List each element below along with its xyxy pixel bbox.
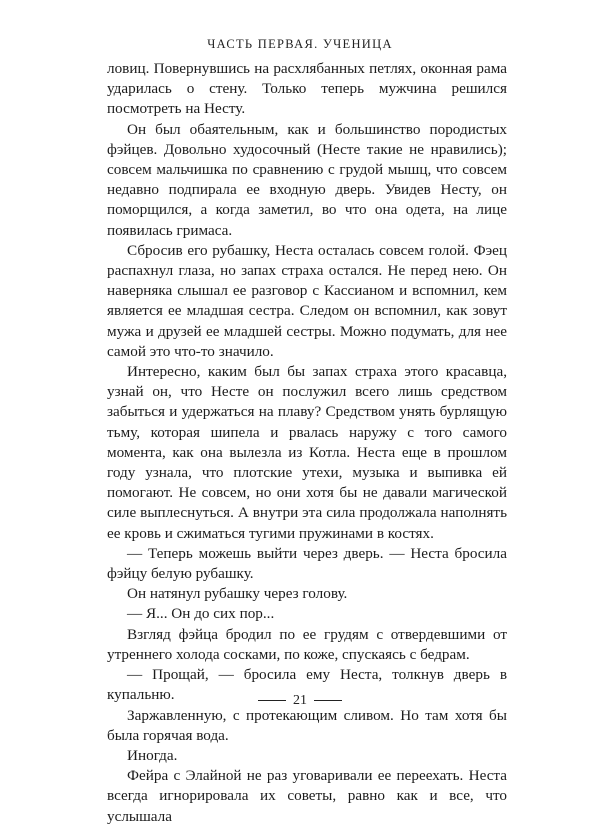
paragraph: — Я... Он до сих пор...	[127, 605, 275, 623]
paragraph: Иногда.	[127, 746, 178, 764]
paragraph: Заржавленную, с протекающим сливом. Но там хотя бы была горячая вода.	[107, 706, 507, 744]
page-number: 21	[293, 693, 307, 708]
paragraph: ловиц. Повернувшись на расхлябанных петлях, оконная рама ударилась о стену. Только теперь мужчина решился посмотреть на Несту.	[107, 60, 507, 118]
paragraph: — Прощай, — бросила ему Неста, толкнув дверь в купальню.	[107, 666, 507, 704]
paragraph: Фейра с Элайной не раз уговаривали ее переехать. Неста всегда игнорировала их советы, равно как и все, что услышала	[107, 767, 507, 825]
folio-dash-left	[258, 700, 286, 701]
paragraph: Он натянул рубашку через голову.	[127, 585, 348, 603]
paragraph: Интересно, каким был бы запах страха этого красавца, узнай он, что Несте он послужил всего лишь средством забыться и удержаться на плаву? Средством унять бурлящую тьму, которая шипела и рвалась наружу с того самого момента, как она вылезла из Котла. Неста еще в прошлом году узнала, что плотские утехи, музыка и выпивка ей помогают. Не совсем, но они хотя бы не давали магической силе выплеснуться. А внутри эта сила продолжала наполнять ее кровь и сжиматься тугими пружинами в костях.	[107, 363, 507, 542]
folio-dash-right	[314, 700, 342, 701]
paragraph: Взгляд фэйца бродил по ее грудям с отвердевшими от утреннего холода сосками, по коже, спускаясь с бедрам.	[107, 625, 507, 663]
running-head: ЧАСТЬ ПЕРВАЯ. УЧЕНИЦА	[207, 37, 393, 51]
paragraph: Он был обаятельным, как и большинство породистых фэйцев. Довольно худосочный (Несте такие не нравились); совсем мальчишка по сравнению с грудой мышц, что совсем недавно подпирала ее входную дверь. Увидев Несту, он поморщился, а когда заметил, во что она одета, на лице появилась гримаса.	[107, 120, 507, 239]
paragraph: — Теперь можешь выйти через дверь. — Неста бросила фэйцу белую рубашку.	[107, 544, 507, 583]
body-text	[107, 59, 507, 827]
page-folio	[0, 693, 600, 709]
paragraph: Сбросив его рубашку, Неста осталась совсем голой. Фэец распахнул глаза, но запах страха остался. Не перед нею. Он наверняка слышал ее разговор с Кассианом и вспомнил, кем является ее младшая сестра. Следом он вспомнил, как зовут мужа и друзей ее младшей сестры. Можно подумать, для нее самой это что-то значило.	[107, 241, 507, 360]
